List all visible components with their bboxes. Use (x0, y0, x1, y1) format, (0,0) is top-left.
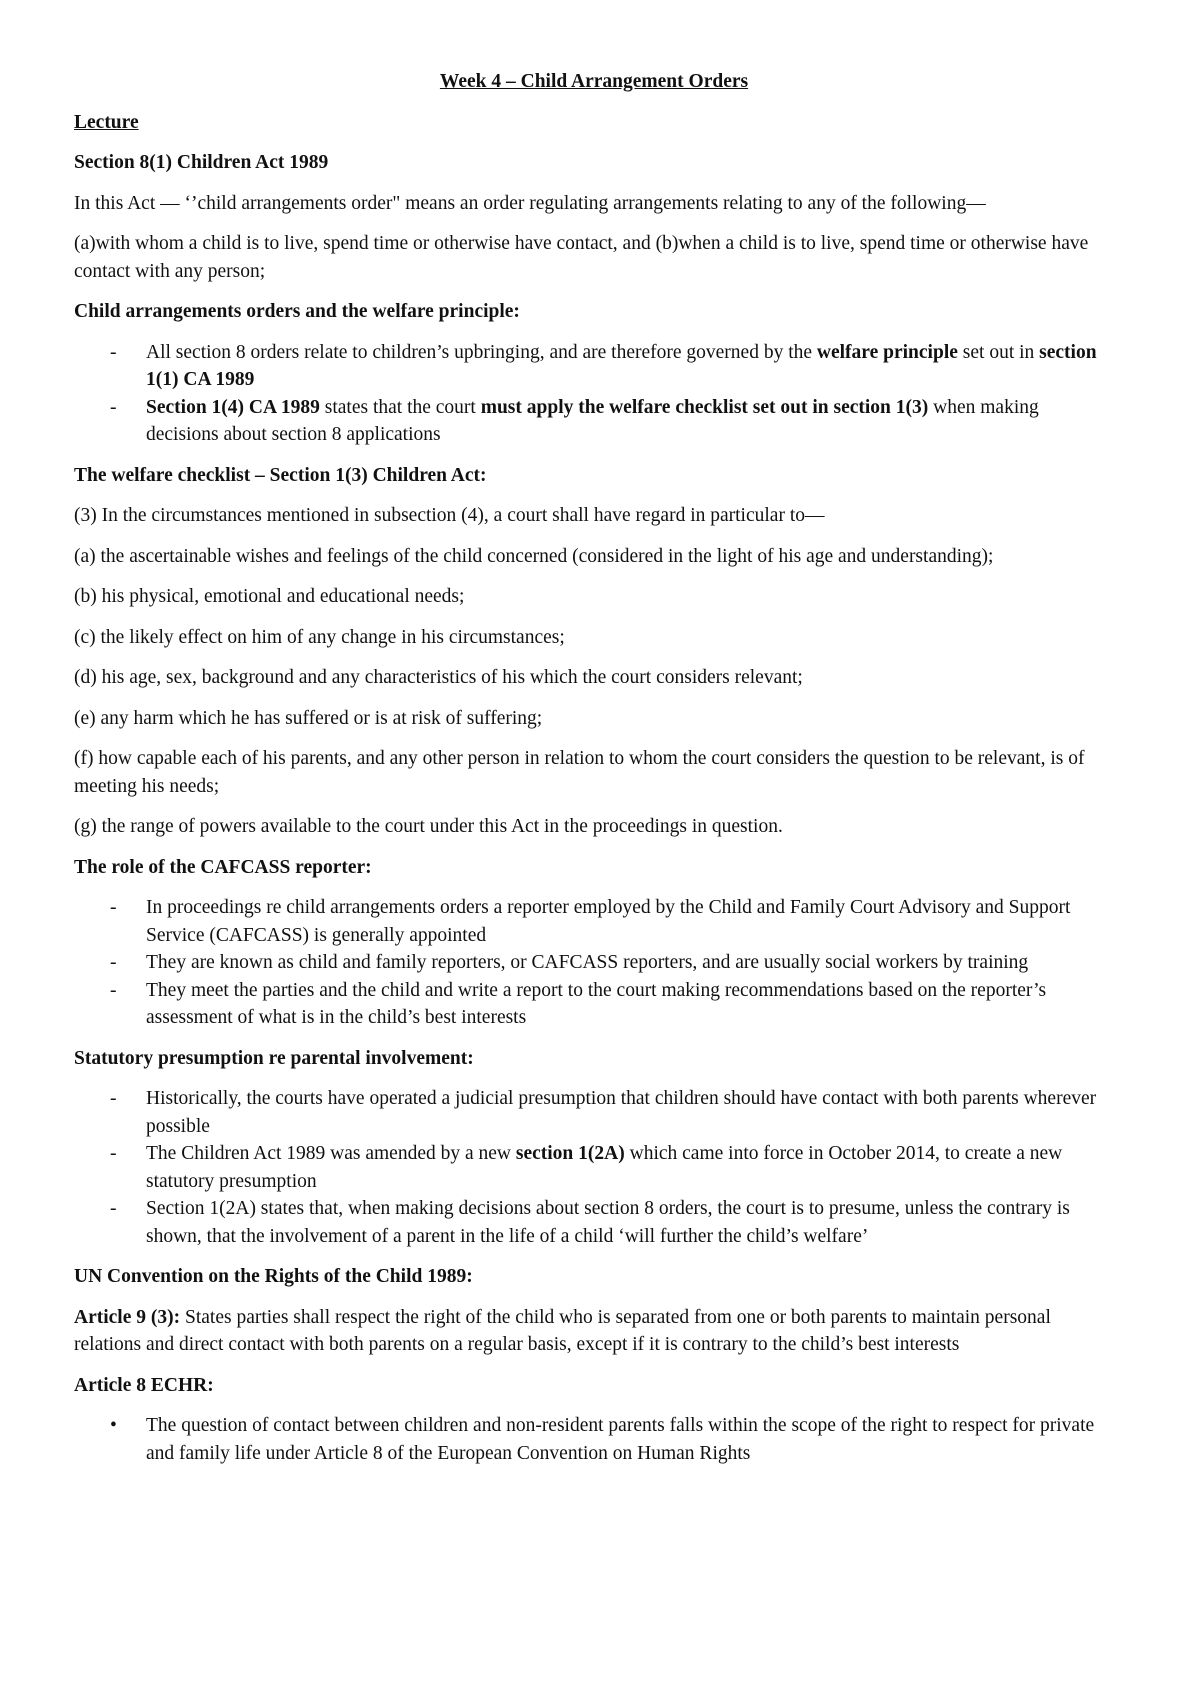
list-item: - The Children Act 1989 was amended by a new section 1(2A) which came into force in October 2014, to create a new statutory presumption (74, 1140, 1114, 1195)
dash-marker: - (110, 952, 117, 973)
lecture-heading: Lecture (74, 111, 139, 133)
checklist-item-c: (c) the likely effect on him of any change in his circumstances; (74, 626, 565, 648)
dash-marker: - (110, 1198, 117, 1219)
section-8-definition: In this Act — ‘’child arrangements order" means an order regulating arrangements relating to any of the following— (74, 192, 986, 214)
document-title: Week 4 – Child Arrangement Orders (439, 71, 749, 92)
checklist-item-b: (b) his physical, emotional and educational needs; (74, 586, 465, 607)
dash-marker: - (110, 979, 117, 1001)
dash-marker: - (110, 396, 117, 418)
bullet-marker: • (110, 1415, 117, 1436)
list-item: - In proceedings re child arrangements orders a reporter employed by the Child and Family Court Advisory and Support Service (CAFCASS) is generally appointed (74, 894, 1114, 949)
list-item: • The question of contact between children and non-resident parents falls within the scope of the right to respect for private and family life under Article 8 of the European Convention on Human Rights (74, 1412, 1114, 1467)
checklist-intro: (3) In the circumstances mentioned in subsection (4), a court shall have regard in particular to— (74, 505, 825, 526)
section-8-subsections: (a)with whom a child is to live, spend time or otherwise have contact, and (b)when a child is to live, spend time or otherwise have contact with any person; (74, 233, 1089, 282)
dash-marker: - (110, 1143, 117, 1164)
welfare-checklist-heading: The welfare checklist – Section 1(3) Children Act: (74, 464, 487, 486)
presumption-heading: Statutory presumption re parental involvement: (74, 1047, 474, 1069)
article-9-label: Article 9 (3): (74, 1306, 181, 1328)
cafcass-heading: The role of the CAFCASS reporter: (74, 856, 372, 878)
checklist-item-e: (e) any harm which he has suffered or is at risk of suffering; (74, 707, 543, 729)
welfare-principle-heading: Child arrangements orders and the welfare principle: (74, 301, 520, 322)
checklist-item-g: (g) the range of powers available to the court under this Act in the proceedings in question. (74, 816, 783, 837)
presumption-list (74, 1085, 1114, 1250)
list-item: - All section 8 orders relate to children’s upbringing, and are therefore governed by the welfare principle set out in section 1(1) CA 1989 (74, 339, 1114, 394)
echr-list (74, 1412, 1114, 1467)
section-8-heading: Section 8(1) Children Act 1989 (74, 152, 329, 173)
cafcass-list (74, 894, 1114, 1032)
welfare-principle-list (74, 339, 1114, 449)
checklist-item-f: (f) how capable each of his parents, and any other person in relation to whom the court considers the question to be relevant, is of meeting his needs; (74, 748, 1085, 797)
dash-marker: - (110, 1088, 117, 1109)
echr-heading: Article 8 ECHR: (74, 1374, 214, 1396)
dash-marker: - (110, 341, 117, 363)
article-9-paragraph (74, 1304, 1114, 1359)
checklist-item-a: (a) the ascertainable wishes and feelings of the child concerned (considered in the light of his age and understanding); (74, 545, 994, 567)
dash-marker: - (110, 897, 117, 918)
list-item: - Section 1(2A) states that, when making decisions about section 8 orders, the court is to presume, unless the contrary is shown, that the involvement of a parent in the life of a child ‘will further the child’s welfare’ (74, 1195, 1114, 1250)
list-item: - They meet the parties and the child and write a report to the court making recommendations based on the reporter’s assessment of what is in the child’s best interests (74, 977, 1114, 1032)
list-item: - Historically, the courts have operated a judicial presumption that children should have contact with both parents wherever possible (74, 1085, 1114, 1140)
uncrc-heading: UN Convention on the Rights of the Child 1989: (74, 1266, 473, 1287)
checklist-item-d: (d) his age, sex, background and any characteristics of his which the court considers relevant; (74, 667, 803, 688)
list-item: - Section 1(4) CA 1989 states that the court must apply the welfare checklist set out in section 1(3) when making decisions about section 8 applications (74, 394, 1114, 449)
list-item: - They are known as child and family reporters, or CAFCASS reporters, and are usually social workers by training (74, 949, 1114, 977)
article-9-text: States parties shall respect the right of the child who is separated from one or both parents to maintain personal relations and direct contact with both parents on a regular basis, except if it is contrary to the child’s best interests (74, 1306, 1051, 1355)
